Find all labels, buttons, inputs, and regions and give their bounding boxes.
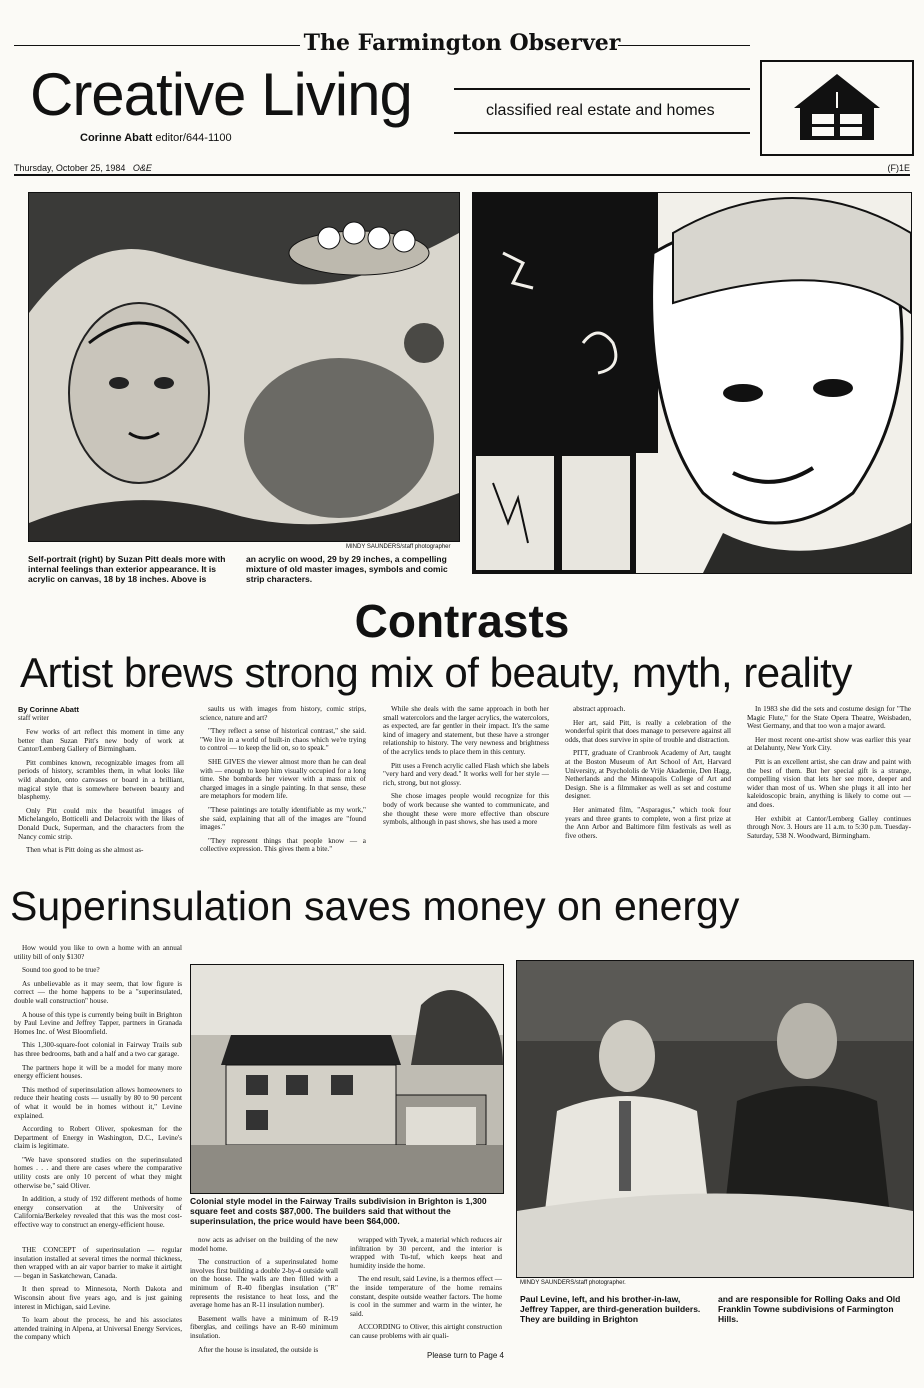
page-code: (F)1E (887, 163, 910, 173)
paragraph: Her most recent one-artist show was earlier this year at Delahunty, New York City. (747, 735, 911, 753)
paragraph: wrapped with Tyvek, a material which reduces air infiltration by 30 percent, and the interior is wrapped with Tu-tuf, which keeps heat and humidity inside the home. (350, 1236, 502, 1270)
acrylic-painting-image (28, 192, 460, 542)
paragraph: While she deals with the same approach in both her small watercolors and the larger acrylics, the watercolors, as expected, are far gentler in their impact. It's the same kind of imagery and statement, but these have a stronger relationship to history. The very newness and brightness of the acrylics tends to place them in this century. (383, 705, 549, 756)
paragraph: Basement walls have a minimum of R-19 fiberglas, and ceilings have an R-60 minimum insulation. (190, 1314, 338, 1340)
paragraph: It then spread to Minnesota, North Dakota and Wisconsin about five years ago, and is just gaining interest in Michigan, said Levine. (14, 1285, 182, 1311)
art-story-column-4 (565, 705, 731, 877)
art-story-column-1 (18, 728, 184, 880)
builders-photo-credit: MINDY SAUNDERS/staff photographer. (520, 1280, 626, 1286)
house-caption: Colonial style model in the Fairway Trails subdivision in Brighton is 1,300 square feet and costs $87,000. The builders said that without the superinsulation, the price would have been $64,000. (190, 1196, 487, 1226)
paragraph: Her animated film, "Asparagus," which took four years and three grants to complete, won a first prize at the Ann Arbor and Baltimore film festivals as well as five others. (565, 805, 731, 840)
continued-notice: Please turn to Page 4 (427, 1351, 504, 1360)
issue-date: Thursday, October 25, 1984 (14, 163, 126, 173)
paragraph: This method of superinsulation allows homeowners to reduce their heating costs — usually by 80 to 90 percent of what it would be in homes without it," Levine explained. (14, 1085, 182, 1120)
paragraph: "They reflect a sense of historical contrast," she said. "We live in a world of built-in chaos which we're trying to control — to keep the lid on, so to speak." (200, 727, 366, 753)
house-logo-icon (762, 62, 912, 154)
collage-painting-illustration (29, 193, 459, 541)
story-kicker: Contrasts (354, 595, 570, 647)
editor-line (80, 132, 232, 144)
art-story-column-3 (383, 705, 549, 877)
paragraph: now acts as adviser on the building of the new model home. (190, 1236, 338, 1253)
paragraph: SHE GIVES the viewer almost more than he can deal with — enough to keep him visually occupied for a long time. She bombards her viewer with a mass mix of charged images in a single painting. In that sense, these are metaphors for modern life. (200, 757, 366, 801)
paragraph: To learn about the process, he and his associates attended training in Alpena, at Universal Energy Services, the company which (14, 1316, 182, 1342)
builders-caption-part-1: Paul Levine, left, and his brother-in-law, Jeffrey Tapper, are third-generation builders. They are building in Brighton (520, 1294, 701, 1324)
edition-code: O&E (132, 163, 152, 173)
paragraph: Then what is Pitt doing as she almost as- (26, 846, 144, 855)
paragraph: The partners hope it will be a model for many more energy efficient houses. (14, 1063, 182, 1081)
art-story-byline (18, 705, 182, 722)
paragraph: Pitt is an excellent artist, she can draw and paint with the best of them. But her special gift is a strange, compelling vision that lets her see more, deeper and wider than most of us. When she plugs it all into her kaleidoscopic brain, anything is likely to come out — and does. (747, 757, 911, 809)
paragraph: saults us with images from history, comic strips, science, nature and art? (200, 705, 366, 722)
paragraph: "We have sponsored studies on the superinsulated homes . . . and there are cases where the comparative utility costs are only 10 percent of what they might otherwise be," said Oliver. (14, 1155, 182, 1190)
builders-photo (516, 960, 914, 1278)
paragraph: Her exhibit at Cantor/Lemberg Galley continues through Nov. 3. Hours are 11 a.m. to 5:30 p.m. Tuesday-Saturday, 538 N. Woodward, Birmingham. (747, 814, 911, 840)
art-photo-credit: MINDY SAUNDERS/staff photographer (346, 544, 451, 550)
two-builders-illustration (517, 961, 913, 1277)
editor-name: Corinne Abatt (80, 132, 153, 144)
art-caption-part-1: Self-portrait (right) by Suzan Pitt deals more with internal feelings than exterior appearance. It is acrylic on canvas, 18 by 18 inches. Above is (28, 554, 226, 584)
paragraph: In 1983 she did the sets and costume design for "The Magic Flute," for the State Opera Theatre, Weisbaden, West Germany, and that too won a major award. (747, 705, 911, 731)
art-caption-part-2: an acrylic on wood, 29 by 29 inches, a compelling mixture of old master images, symbols and comic strip characters. (246, 554, 448, 584)
section-tagline: classified real estate and homes (486, 102, 715, 119)
colonial-house-illustration (191, 965, 503, 1193)
house-logo (760, 60, 914, 156)
paragraph: As unbelievable as it may seem, that low figure is correct — the home happens to be a "superinsulated, double wall construction" house. (14, 979, 182, 1005)
paragraph: According to Robert Oliver, spokesman for the Department of Energy in Washington, D.C., Levine's claim is legitimate. (14, 1125, 182, 1151)
paragraph: In addition, a study of 192 different methods of home energy conservation at the University of California/Berkeley revealed that this was the most cost-effective way to construct an energy-efficient house. (14, 1195, 182, 1230)
art-story-column-2 (200, 705, 366, 877)
paragraph: ACCORDING to Oliver, this airtight construction can cause problems with air quali- (350, 1323, 502, 1340)
energy-story-column-3 (350, 1236, 502, 1346)
art-story-headline: Artist brews strong mix of beauty, myth, reality (20, 649, 852, 696)
paragraph: She chose images people would recognize for this body of work because she wanted to communicate, and she thought these were more effective than obscure symbols, although in past shows, she has used a more (383, 792, 549, 827)
paragraph: After the house is insulated, the outside is (198, 1345, 319, 1354)
paragraph: THE CONCEPT of superinsulation — regular insulation installed at several times the normal thickness, then wrapped with an air vapor barrier to make it airtight — began in Saskatchewan, Canada. (14, 1246, 182, 1280)
energy-story-column-1 (14, 944, 182, 1244)
art-story-column-5 (747, 705, 911, 877)
byline-author: By Corinne Abatt (18, 705, 79, 714)
paragraph: Sound too good to be true? (22, 966, 100, 975)
paragraph: abstract approach. (573, 705, 626, 713)
paragraph: Pitt combines known, recognizable images from all periods of history, scrambles them, in what looks like wild abandon, onto canvases or board in a brilliant, magical style that is somewhere between beauty and blasphemy. (18, 758, 184, 802)
paragraph: Only Pitt could mix the beautiful images of Michelangelo, Botticelli and Delacroix with the likes of Donald Duck, Superman, and the characters from the Nancy comic strip. (18, 806, 184, 841)
builders-caption-part-2: and are responsible for Rolling Oaks and Old Franklin Towne subdivisions of Farmington Hills. (718, 1294, 901, 1324)
self-portrait-image (472, 192, 912, 574)
paragraph: The construction of a superinsulated home involves first building a double 2-by-4 outside wall on the house. The walls are then filled with a minimum of R-40 fiberglas insulation ("R" represents the resistance to heat loss, and the average home has an R-11 insulation number). (190, 1258, 338, 1310)
editor-role: editor/644-1100 (155, 132, 232, 144)
section-rule (14, 174, 910, 176)
energy-story-headline: Superinsulation saves money on energy (10, 883, 740, 929)
paragraph: How would you like to own a home with an annual utility bill of only $130? (14, 944, 182, 961)
energy-story-column-2 (190, 1236, 338, 1356)
model-house-photo (190, 964, 504, 1194)
paragraph: PITT, graduate of Cranbrook Academy of Art, taught at the Boston Museum of Art School of Art, Harvard University, at Psychololis de Vrije Akademie, Den Hagg, Netherlands and the Minneapolis College of Art and Design. She is a filmmaker as well as set and costume designer. (565, 749, 731, 801)
paragraph: "They represent things that people know — a collective expression. This gives them a bite." (200, 836, 366, 854)
self-portrait-illustration (473, 193, 911, 573)
energy-story-column-1-continued (14, 1246, 182, 1364)
section-title: Creative Living (30, 61, 412, 128)
paragraph: "These paintings are totally identifiable as my work," she said, explaining that all of the images are "found images." (200, 805, 366, 832)
paragraph: Pitt uses a French acrylic called Flash which she labels "very hard and very dead." It works well for her style — rich, strong, but not glossy. (383, 761, 549, 787)
dateline (14, 163, 152, 173)
byline-role: staff writer (18, 714, 49, 722)
paragraph: This 1,300-square-foot colonial in Fairway Trails sub has three bedrooms, bath and a half and a two car garage. (14, 1041, 182, 1058)
paragraph: The end result, said Levine, is a thermos effect — the inside temperature of the home remains constant, despite outside weather factors. The home is cool in the summer and warm in the winter, he said. (350, 1275, 502, 1318)
newspaper-name: The Farmington Observer (303, 30, 621, 56)
paragraph: A house of this type is currently being built in Brighton by Paul Levine and Jeffrey Tapper, partners in Granada Homes Inc. of West Bloomfield. (14, 1010, 182, 1036)
paragraph: Few works of art reflect this moment in time any better than Suzan Pitt's new body of work at Cantor/Lemberg Gallery of Birmingham. (18, 728, 184, 754)
paragraph: Her art, said Pitt, is really a celebration of the wonderful spirit that does manage to persevere against all odds, that does survive in spite of trouble and distraction. (565, 718, 731, 744)
